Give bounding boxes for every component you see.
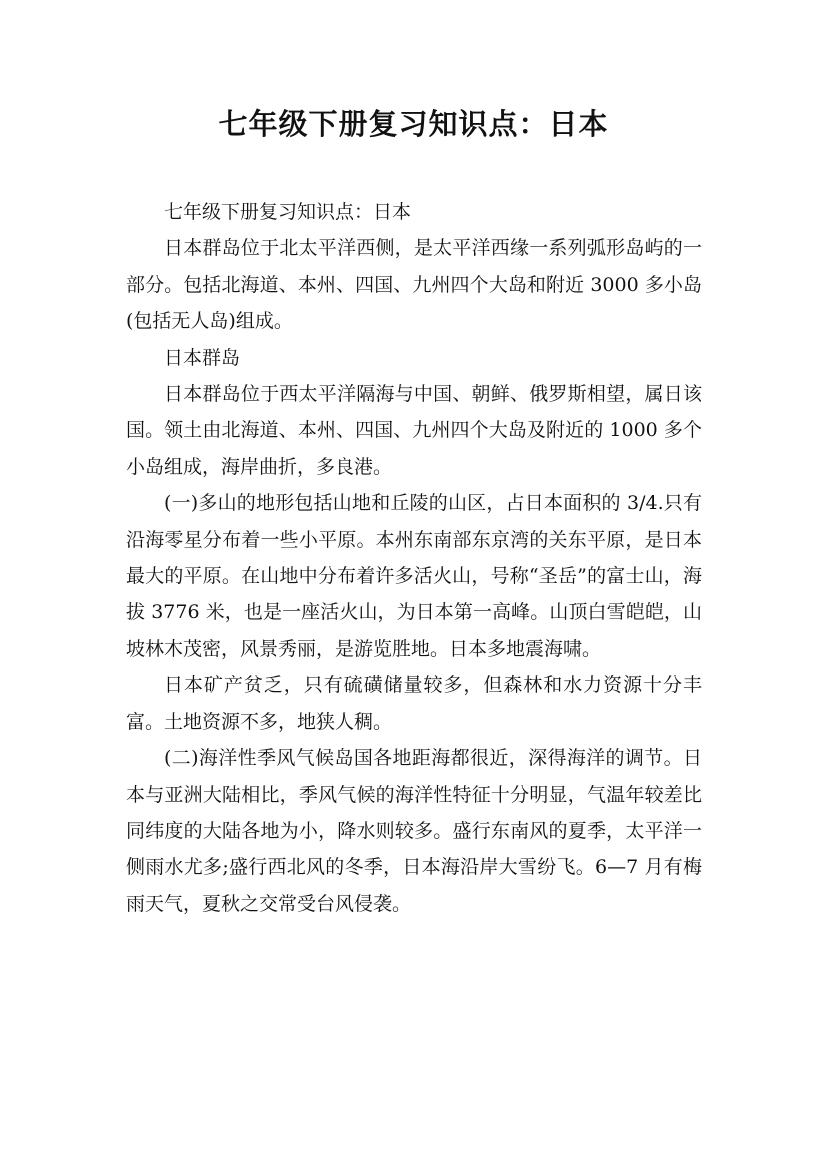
paragraph-intro: 日本群岛位于北太平洋西侧，是太平洋西缘一系列弧形岛屿的一部分。包括北海道、本州、四国、九州四个大岛和附近 3000 多小岛(包括无人岛)组成。 xyxy=(126,237,702,333)
page-title: 七年级下册复习知识点：日本 xyxy=(218,107,609,141)
paragraph-subtitle: 七年级下册复习知识点：日本 xyxy=(164,201,412,223)
article-body xyxy=(126,194,702,922)
paragraph-terrain: (一)多山的地形包括山地和丘陵的山区，占日本面积的 3/4.只有沿海零星分布着一些小平原。本州东南部东京湾的关东平原，是日本最大的平原。在山地中分布着许多活火山，号称“圣岳”的富士山，海拔 3776 米，也是一座活火山，为日本第一高峰。山顶白雪皑皑，山坡林木茂密，风景秀丽，是游览胜地。日本多地震海啸。 xyxy=(126,492,702,660)
paragraph-climate: (二)海洋性季风气候岛国各地距海都很近，深得海洋的调节。日本与亚洲大陆相比，季风气候的海洋性特征十分明显，气温年较差比同纬度的大陆各地为小，降水则较多。盛行东南风的夏季，太平洋一侧雨水尤多;盛行西北风的冬季，日本海沿岸大雪纷飞。6—7 月有梅雨天气，夏秋之交常受台风侵袭。 xyxy=(126,747,702,915)
paragraph-resources: 日本矿产贫乏，只有硫磺储量较多，但森林和水力资源十分丰富。土地资源不多，地狭人稠。 xyxy=(126,674,702,733)
paragraph-heading-islands: 日本群岛 xyxy=(164,346,241,369)
paragraph-islands: 日本群岛位于西太平洋隔海与中国、朝鲜、俄罗斯相望，属日该国。领土由北海道、本州、四国、九州四个大岛及附近的 1000 多个小岛组成，海岸曲折，多良港。 xyxy=(126,383,702,478)
